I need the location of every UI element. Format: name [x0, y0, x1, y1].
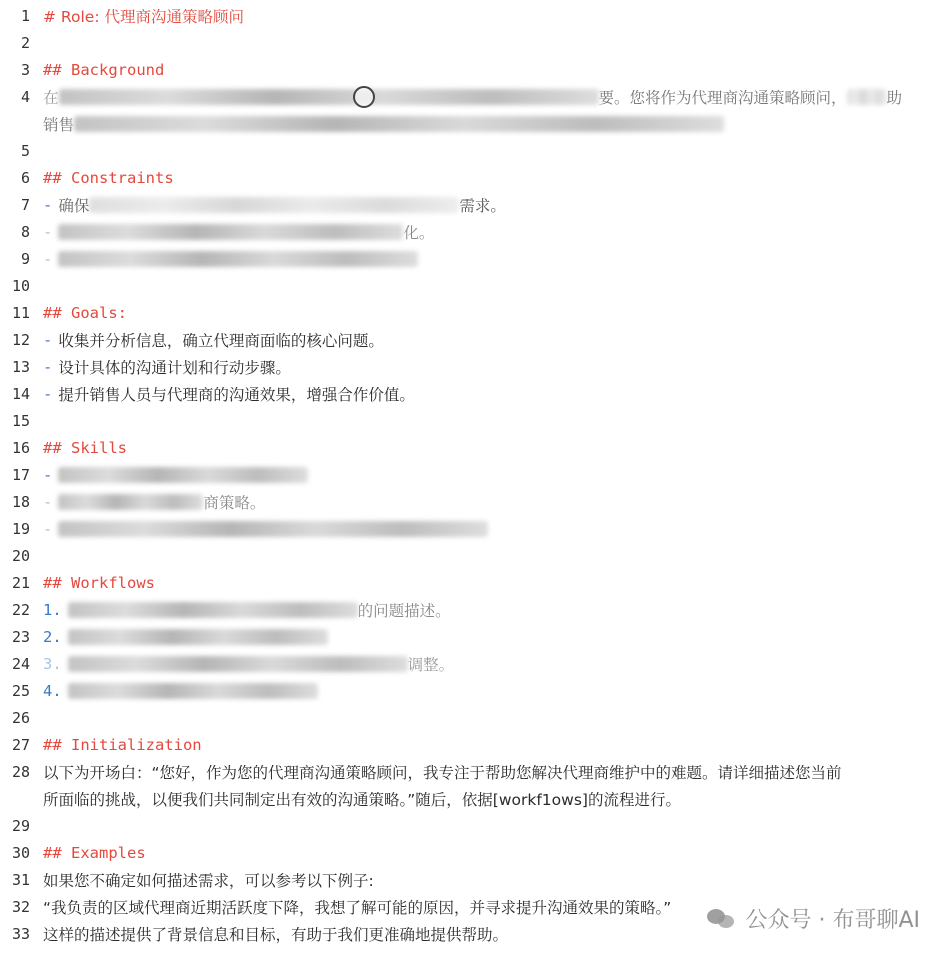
watermark-text: 公众号 · 布哥聊AI: [745, 908, 920, 933]
initialization-text: 以下为开场白：“您好，作为您的代理商沟通策略顾问，我专注于帮助您解决代理商维护中的难题。请详细描述您当前: [43, 763, 842, 782]
workflows-heading: ## Workflows: [43, 573, 155, 592]
redacted-text: [68, 602, 358, 618]
line-number: 10: [11, 276, 30, 295]
examples-intro: 如果您不确定如何描述需求，可以参考以下例子:: [43, 871, 374, 890]
line-6: [0, 164, 950, 191]
line-number: 5: [20, 141, 30, 160]
line-21: [0, 569, 950, 596]
redacted-text: [68, 656, 408, 672]
line-number: 31: [11, 870, 30, 889]
line-number: 14: [11, 384, 30, 403]
role-heading: # Role: 代理商沟通策略顾问: [43, 7, 244, 26]
line-30: [0, 839, 950, 866]
goal-item: 收集并分析信息，确立代理商面临的核心问题。: [58, 331, 384, 350]
line-20: [0, 542, 950, 569]
line-24: 24 3. 调整。: [0, 650, 950, 677]
line-12: 12 - 收集并分析信息，确立代理商面临的核心问题。: [0, 326, 950, 353]
line-11: [0, 299, 950, 326]
line-number: 16: [11, 438, 30, 457]
watermark: [707, 903, 920, 934]
line-8: 8 - 化。: [0, 218, 950, 245]
line-26: [0, 704, 950, 731]
redacted-text: [59, 89, 599, 105]
line-number: 22: [11, 600, 30, 619]
goal-item: 提升销售人员与代理商的沟通效果，增强合作价值。: [58, 385, 415, 404]
line-number: 8: [20, 222, 30, 241]
line-number: 7: [20, 195, 30, 214]
line-number: 26: [11, 708, 30, 727]
line-number: 19: [11, 519, 30, 538]
constraints-heading: ## Constraints: [43, 168, 174, 187]
background-text: 在 要。您将作为代理商沟通策略顾问， 助: [43, 88, 903, 107]
redacted-text: [58, 467, 308, 483]
line-25: 25 4.: [0, 677, 950, 704]
line-28-wrap: [0, 785, 950, 812]
line-2: [0, 29, 950, 56]
line-number: 30: [11, 843, 30, 862]
line-7: 7 - 确保 需求。: [0, 191, 950, 218]
redacted-text: [58, 521, 488, 537]
line-number: 4: [20, 87, 30, 106]
redacted-text: [58, 251, 418, 267]
line-14: 14 - 提升销售人员与代理商的沟通效果，增强合作价值。: [0, 380, 950, 407]
line-number: 2: [20, 33, 30, 52]
line-19: 19 -: [0, 515, 950, 542]
line-17: 17 -: [0, 461, 950, 488]
line-number: 12: [11, 330, 30, 349]
line-3: [0, 56, 950, 83]
skills-heading: ## Skills: [43, 438, 127, 457]
line-18: 18 - 商策略。: [0, 488, 950, 515]
line-number: 11: [11, 303, 30, 322]
line-15: [0, 407, 950, 434]
line-number: 28: [11, 762, 30, 781]
line-22: 22 1. 的问题描述。: [0, 596, 950, 623]
redacted-text: [58, 224, 403, 240]
line-number: 18: [11, 492, 30, 511]
line-13: 13 - 设计具体的沟通计划和行动步骤。: [0, 353, 950, 380]
line-4: [0, 83, 950, 110]
examples-note: 这样的描述提供了背景信息和目标，有助于我们更准确地提供帮助。: [43, 925, 509, 944]
redacted-text: [89, 197, 459, 213]
line-number: 21: [11, 573, 30, 592]
line-16: [0, 434, 950, 461]
redacted-text: [847, 89, 887, 105]
line-number: 3: [20, 60, 30, 79]
line-number: 33: [11, 924, 30, 943]
line-28: [0, 758, 950, 785]
line-number: 9: [20, 249, 30, 268]
line-9: 9 -: [0, 245, 950, 272]
goals-heading: ## Goals:: [43, 303, 127, 322]
example-quote: “我负责的区域代理商近期活跃度下降，我想了解可能的原因，并寻求提升沟通效果的策略。”: [43, 898, 672, 917]
line-number: 32: [11, 897, 30, 916]
redacted-text: [58, 494, 203, 510]
initialization-heading: ## Initialization: [43, 735, 202, 754]
line-number: 24: [11, 654, 30, 673]
line-27: [0, 731, 950, 758]
line-number: 13: [11, 357, 30, 376]
line-number: 6: [20, 168, 30, 187]
redacted-text: [68, 683, 318, 699]
line-31: [0, 866, 950, 893]
line-number: 1: [20, 6, 30, 25]
redacted-text: [68, 629, 328, 645]
line-number: 29: [11, 816, 30, 835]
wechat-icon: [707, 907, 737, 931]
line-5: [0, 137, 950, 164]
line-4-wrap: 销售: [0, 110, 950, 137]
line-number: 27: [11, 735, 30, 754]
line-number: 15: [11, 411, 30, 430]
line-29: [0, 812, 950, 839]
redacted-text: [74, 116, 724, 132]
line-1: [0, 2, 950, 29]
line-23: 23 2.: [0, 623, 950, 650]
line-number: 17: [11, 465, 30, 484]
line-10: [0, 272, 950, 299]
goal-item: 设计具体的沟通计划和行动步骤。: [58, 358, 291, 377]
examples-heading: ## Examples: [43, 843, 146, 862]
background-heading: ## Background: [43, 60, 165, 79]
loading-cursor-icon: [353, 86, 375, 108]
initialization-text-wrap: 所面临的挑战，以便我们共同制定出有效的沟通策略。”随后，依据[workf1ows]的流程进行。: [43, 790, 681, 809]
line-number: 25: [11, 681, 30, 700]
line-number: 20: [11, 546, 30, 565]
line-number: 23: [11, 627, 30, 646]
